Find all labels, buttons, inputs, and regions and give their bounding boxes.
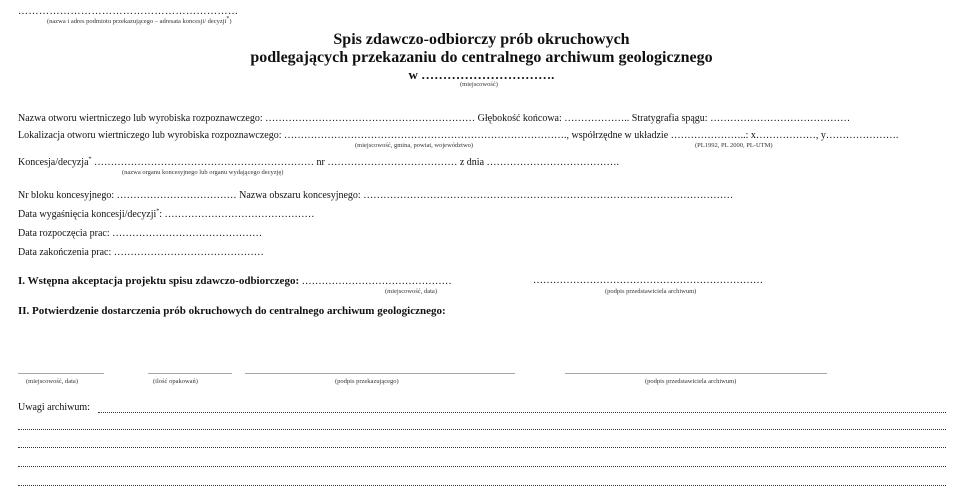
sender-dots: ……………………………………………………… bbox=[18, 6, 239, 17]
sender-caption: (nazwa i adres podmiotu przekazującego – adresata koncesji/ decyzji*) bbox=[47, 15, 232, 25]
field-nr-bloku: Nr bloku koncesyjnego: ……………………………… Nazwa obszaru koncesyjnego: ………………………………………………………………………………………………… bbox=[18, 190, 734, 201]
uwagi-line-5 bbox=[18, 485, 946, 486]
uwagi-line-1 bbox=[98, 412, 946, 413]
field-koncesja: Koncesja/decyzja* ………………………………………………………… nr ………………………………… z dnia …………………………………. bbox=[18, 156, 620, 168]
section-1-caption-signature: (podpis przedstawiciela archiwum) bbox=[605, 288, 697, 295]
sig-deliverer-caption: (podpis przekazującego) bbox=[335, 378, 399, 385]
sig-deliverer-dots: ....................................................................................................................................... bbox=[245, 367, 515, 376]
section-2-heading: II. Potwierdzenie dostarczenia prób okruchowych do centralnego archiwum geologicznego: bbox=[18, 305, 446, 317]
uwagi-line-2 bbox=[18, 429, 946, 430]
uwagi-line-4 bbox=[18, 466, 946, 467]
uwagi-line-3 bbox=[18, 447, 946, 448]
section-1 bbox=[18, 275, 452, 288]
section-1-caption-place: (miejscowość, data) bbox=[385, 288, 437, 295]
sig-packages-caption: (ilość opakowań) bbox=[153, 378, 198, 385]
title-line-2: podlegających przekazaniu do centralnego archiwum geologicznego bbox=[250, 49, 713, 66]
field-lokalizacja: Lokalizacja otworu wiertniczego lub wyrobiska rozpoznawczego: …………………………………………………………………………., współrzędne w układzie …………………..: x………………, y…………………. bbox=[18, 130, 899, 141]
section-1-dots-signature: …………………………………………………………… bbox=[533, 275, 763, 286]
section-1-heading: I. Wstępna akceptacja projektu spisu zdawczo-odbiorczego: bbox=[18, 275, 300, 287]
sig-archive-dots: ................................................................................................................................... bbox=[565, 367, 827, 376]
uwagi-label: Uwagi archiwum: bbox=[18, 402, 90, 413]
title-place: w …………………………. bbox=[408, 67, 555, 82]
sig-place-dots: ........................................... bbox=[18, 367, 104, 376]
sig-archive-caption: (podpis przedstawiciela archiwum) bbox=[645, 378, 737, 385]
section-1-dots-place: ……………………………………… bbox=[301, 276, 452, 287]
title-place-caption: (miejscowość) bbox=[460, 81, 498, 88]
lokalizacja-caption: (miejscowość, gmina, powiat, województwo) bbox=[355, 142, 474, 149]
sig-place-caption: (miejscowość, data) bbox=[26, 378, 78, 385]
field-data-wygasniecia: Data wygaśnięcia koncesji/decyzji*: ……………………………………… bbox=[18, 208, 315, 220]
sig-packages-dots: .......................................... bbox=[148, 367, 232, 376]
field-data-rozpoczecia: Data rozpoczęcia prac: ……………………………………… bbox=[18, 228, 263, 239]
field-data-zakonczenia: Data zakończenia prac: ……………………………………… bbox=[18, 247, 264, 258]
koncesja-caption: (nazwa organu koncesyjnego lub organu wydającego decyzję) bbox=[122, 169, 284, 176]
title-line-1: Spis zdawczo-odbiorczy prób okruchowych bbox=[333, 31, 630, 48]
uklad-caption: (PL1992, PL 2000, PL-UTM) bbox=[695, 142, 773, 149]
field-otwor: Nazwa otworu wiertniczego lub wyrobiska rozpoznawczego: ……………………………………………………… Głębokość końcowa: ……………….. Stratygrafia spągu: …………………………………… bbox=[18, 113, 851, 124]
